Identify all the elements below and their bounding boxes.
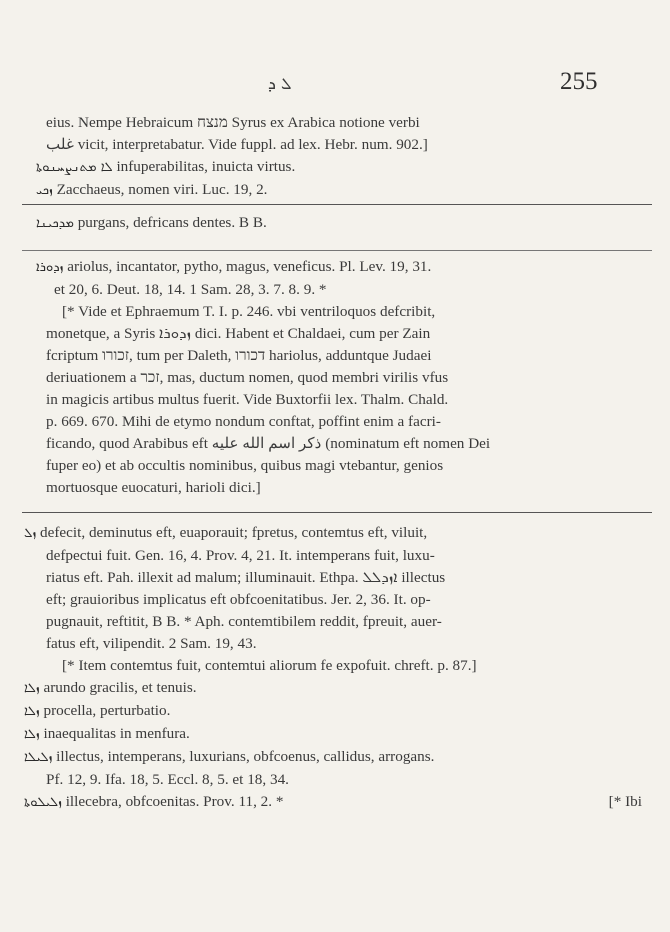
section-divider [22,204,652,205]
entry-text: procella, perturbatio. [39,702,171,719]
text-line: fuper eo) et ab occultis nominibus, quibus magi vtebantur, genios [46,457,444,474]
text-line: p. 669. 670. Mihi de etymo nondum conftat, poffint enim a facri- [46,413,441,430]
syriac-headword: ܙܠ [24,526,37,541]
entry-line [36,179,636,202]
entry-block-1 [36,112,636,202]
entry-block-4 [24,522,642,814]
entry-text: infuperabilitas, inuicta virtus. [112,158,296,175]
syriac-headword: ܙܠܝܠܐ [24,750,53,765]
text-line: deriuationem a זכר, mas, ductum nomen, quod membri virilis vfus [46,369,449,386]
page-number: 255 [560,68,598,95]
entry-line [24,723,642,746]
entry-line [36,156,636,179]
text-line: [* Item contemtus fuit, contemtui aliorum fe expofuit. chreft. p. 87.] [62,657,477,674]
text-line: in magicis artibus multus fuerit. Vide Buxtorfii lex. Thalm. Chald. [46,391,449,408]
entry-block-2 [36,212,636,235]
text-line: pugnauit, reftitit, B B. * Aph. contemtibilem reddit, fpreuit, auer- [46,613,442,630]
entry-text: defecit, deminutus eft, euaporauit; fpretus, contemtus eft, viluit, [36,524,428,541]
entry-text: illecebra, obfcoenitas. Prov. 11, 2. * [61,793,284,810]
syriac-headword: ܙܠܐ [24,681,40,696]
entry-text: inaequalitas in menfura. [39,725,190,742]
syriac-headword: ܙܠܐ [24,727,40,742]
section-divider [22,512,652,513]
entry-line [24,746,642,769]
syriac-headword: ܙܠܝܠܘܬܐ [24,795,62,810]
entry-line [24,791,642,814]
text-line: fatus eft, vilipendit. 2 Sam. 19, 43. [46,635,257,652]
text-line: monetque, a Syris ܙܕܘܪܐ dici. Habent et Chaldaei, cum per Zain [46,325,431,342]
entry-text: Zacchaeus, nomen viri. Luc. 19, 2. [52,181,268,198]
page-header [0,68,670,108]
text-line: eft; grauioribus implicatus eft obfcoenitatibus. Jer. 2, 36. It. op- [46,591,431,608]
text-line: fcriptum זכורו, tum per Daleth, דכורו hariolus, adduntque Judaei [46,347,432,364]
entry-text: purgans, defricans dentes. B B. [73,214,267,231]
text-line: [* Vide et Ephraemum T. I. p. 246. vbi ventriloquos defcribit, [62,303,436,320]
entry-line [24,522,642,545]
syriac-headword: ܡܕܟܝܢܐ [36,216,74,231]
entry-text: illectus, intemperans, luxurians, obfcoenus, callidus, arrogans. [52,748,435,765]
entry-block-3 [36,256,636,499]
text-line: defpectui fuit. Gen. 16, 4. Prov. 4, 21. It. intemperans fuit, luxu- [46,547,435,564]
text-line: eius. Nempe Hebraicum מנצח Syrus ex Arabica notione verbi [46,114,420,131]
entry-line [24,677,642,700]
text-line: Pf. 12, 9. Ifa. 18, 5. Eccl. 8, 5. et 18, 34. [46,771,289,788]
text-line: ﻏﻠﺐ vicit, interpretabatur. Vide fuppl. ad lex. Hebr. num. 902.] [46,136,428,153]
entry-text: arundo gracilis, et tenuis. [39,679,197,696]
syriac-headword: ܙܕܘܪܐ [36,260,64,275]
text-line: ficando, quod Arabibus eft ذكر اسم الله عليه (nominatum eft nomen Dei [46,435,491,452]
syriac-headword: ܠܐ ܡܬܢܨܚܢܘܬܐ [36,160,113,175]
section-divider [22,250,652,251]
footnote-marker: [* Ibi [608,793,642,810]
header-syriac-letters: ܠ ܕ [268,74,292,93]
entry-line [36,256,636,279]
text-line: riatus eft. Pah. illexit ad malum; illuminauit. Ethpa. ܐܙܕܠܠ illectus [46,569,446,586]
text-line: mortuosque euocaturi, harioli dici.] [46,479,261,496]
entry-line [24,700,642,723]
syriac-headword: ܙܠܐ [24,704,40,719]
text-line: et 20, 6. Deut. 18, 14. 1 Sam. 28, 3. 7. 8. 9. * [54,281,327,298]
entry-line [36,212,636,235]
entry-text: ariolus, incantator, pytho, magus, veneficus. Pl. Lev. 19, 31. [63,258,432,275]
syriac-headword: ܙܟܝ [36,183,53,198]
